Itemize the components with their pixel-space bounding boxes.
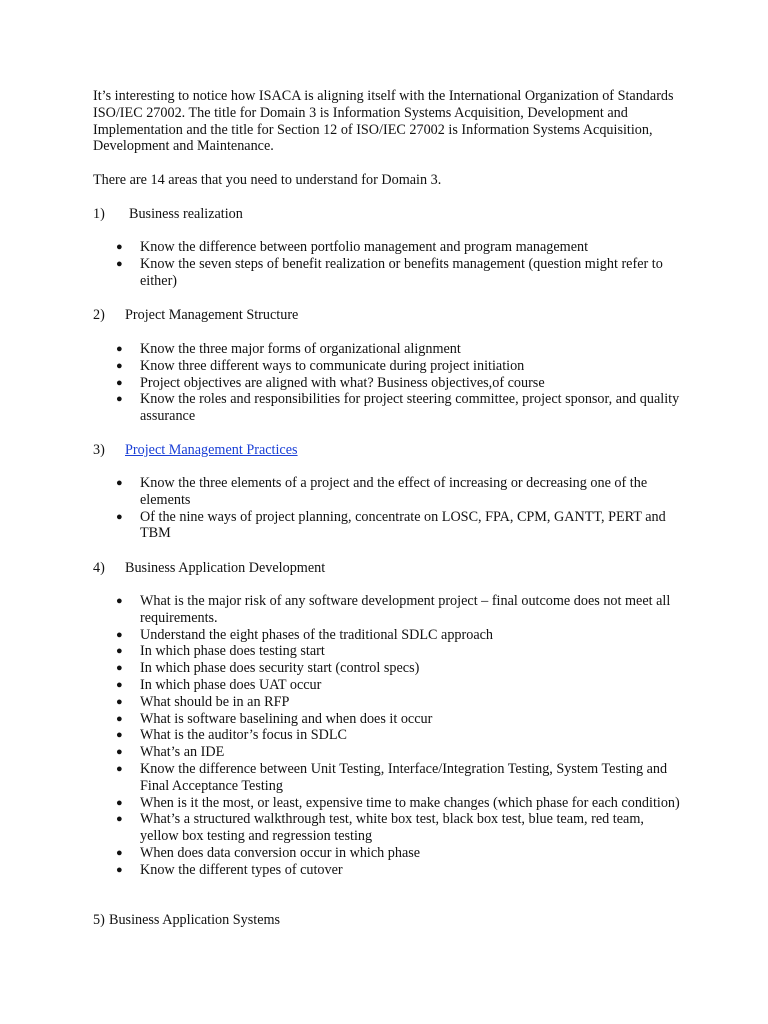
project-management-practices-link[interactable]: Project Management Practices <box>125 442 298 458</box>
bullet-icon: ● <box>116 863 123 876</box>
bullet-icon: ● <box>116 595 123 607</box>
list-item: ● What should be in an RFP <box>116 693 290 710</box>
list-item: ● What is software baselining and when does it occur <box>116 710 433 727</box>
bullet-icon: ● <box>116 257 123 270</box>
list-item: ● What is the major risk of any software development project – final outcome does not meet all requirements. <box>116 593 671 626</box>
section-heading-4 <box>93 560 325 577</box>
list-item: ● What is the auditor’s focus in SDLC <box>116 727 348 744</box>
list-item: ● When is it the most, or least, expensive time to make changes (which phase for each condition) <box>116 794 680 811</box>
bullet-icon: ● <box>116 662 123 675</box>
bullet-icon: ● <box>116 376 123 389</box>
bullet-icon: ● <box>116 359 123 372</box>
section-title: Business Application Development <box>125 560 326 576</box>
bullet-icon: ● <box>116 796 123 809</box>
list-item: ● Know the different types of cutover <box>116 861 343 878</box>
bullet-list-2 <box>93 341 683 425</box>
section-number: 5) <box>93 912 105 928</box>
section-heading-5 <box>93 912 280 929</box>
bullet-icon: ● <box>116 678 123 691</box>
list-item: ● In which phase does security start (control specs) <box>116 660 420 677</box>
section-heading-1 <box>93 206 243 223</box>
list-item: ● Know the difference between portfolio management and program management <box>116 239 589 255</box>
list-item: ● Of the nine ways of project planning, concentrate on LOSC, FPA, CPM, GANTT, PERT and TBM <box>116 508 666 542</box>
bullet-list-1 <box>93 239 683 289</box>
list-item: ● Know the seven steps of benefit realization or benefits management (question might refer to either) <box>116 255 663 289</box>
list-item: ● In which phase does testing start <box>116 643 325 660</box>
bullet-list-4 <box>93 593 683 879</box>
section-number: 3) <box>93 442 105 458</box>
intro-paragraph: It’s interesting to notice how ISACA is aligning itself with the International Organization of Standards ISO/IEC 27002. The title for Domain 3 is Information Systems Acquisition, Development and Implementation and the title for Section 12 of ISO/IEC 27002 is Information Systems Acquisition, Development and Maintenance. <box>93 88 674 155</box>
list-item: ● Understand the eight phases of the traditional SDLC approach <box>116 626 494 643</box>
bullet-icon: ● <box>116 712 123 725</box>
bullet-icon: ● <box>116 241 123 253</box>
section-number: 1) <box>93 206 105 222</box>
bullet-icon: ● <box>116 628 123 641</box>
bullet-icon: ● <box>116 729 123 742</box>
list-item: ● Project objectives are aligned with what? Business objectives,of course <box>116 374 545 391</box>
section-number: 4) <box>93 560 105 576</box>
section-heading-3 <box>93 442 298 459</box>
list-item: ● Know the difference between Unit Testing, Interface/Integration Testing, System Testing and Final Acceptance Testing <box>116 760 668 794</box>
section-title: Business realization <box>129 206 243 222</box>
bullet-icon: ● <box>116 393 123 406</box>
bullet-icon: ● <box>116 746 123 759</box>
section-title: Business Application Systems <box>109 912 281 928</box>
section-title: Project Management Structure <box>125 307 299 323</box>
summary-paragraph: There are 14 areas that you need to understand for Domain 3. <box>93 172 442 188</box>
bullet-icon: ● <box>116 846 123 859</box>
bullet-icon: ● <box>116 343 123 355</box>
list-item: ● Know the three major forms of organizational alignment <box>116 341 461 357</box>
bullet-icon: ● <box>116 510 123 523</box>
list-item: ● Know the three elements of a project and the effect of increasing or decreasing one of the elements <box>116 475 648 508</box>
section-number: 2) <box>93 307 105 323</box>
list-item: ● When does data conversion occur in which phase <box>116 844 421 861</box>
bullet-icon: ● <box>116 695 123 708</box>
list-item: ● Know three different ways to communicate during project initiation <box>116 357 525 374</box>
bullet-icon: ● <box>116 813 123 826</box>
list-item: ● What’s an IDE <box>116 744 225 761</box>
bullet-list-3 <box>93 475 683 542</box>
bullet-icon: ● <box>116 477 123 489</box>
section-heading-2 <box>93 307 298 324</box>
bullet-icon: ● <box>116 645 123 658</box>
list-item: ● Know the roles and responsibilities for project steering committee, project sponsor, and quality assurance <box>116 391 680 425</box>
list-item: ● What’s a structured walkthrough test, white box test, black box test, blue team, red team, yellow box testing and regression testing <box>116 811 644 845</box>
list-item: ● In which phase does UAT occur <box>116 676 322 693</box>
bullet-icon: ● <box>116 762 123 775</box>
